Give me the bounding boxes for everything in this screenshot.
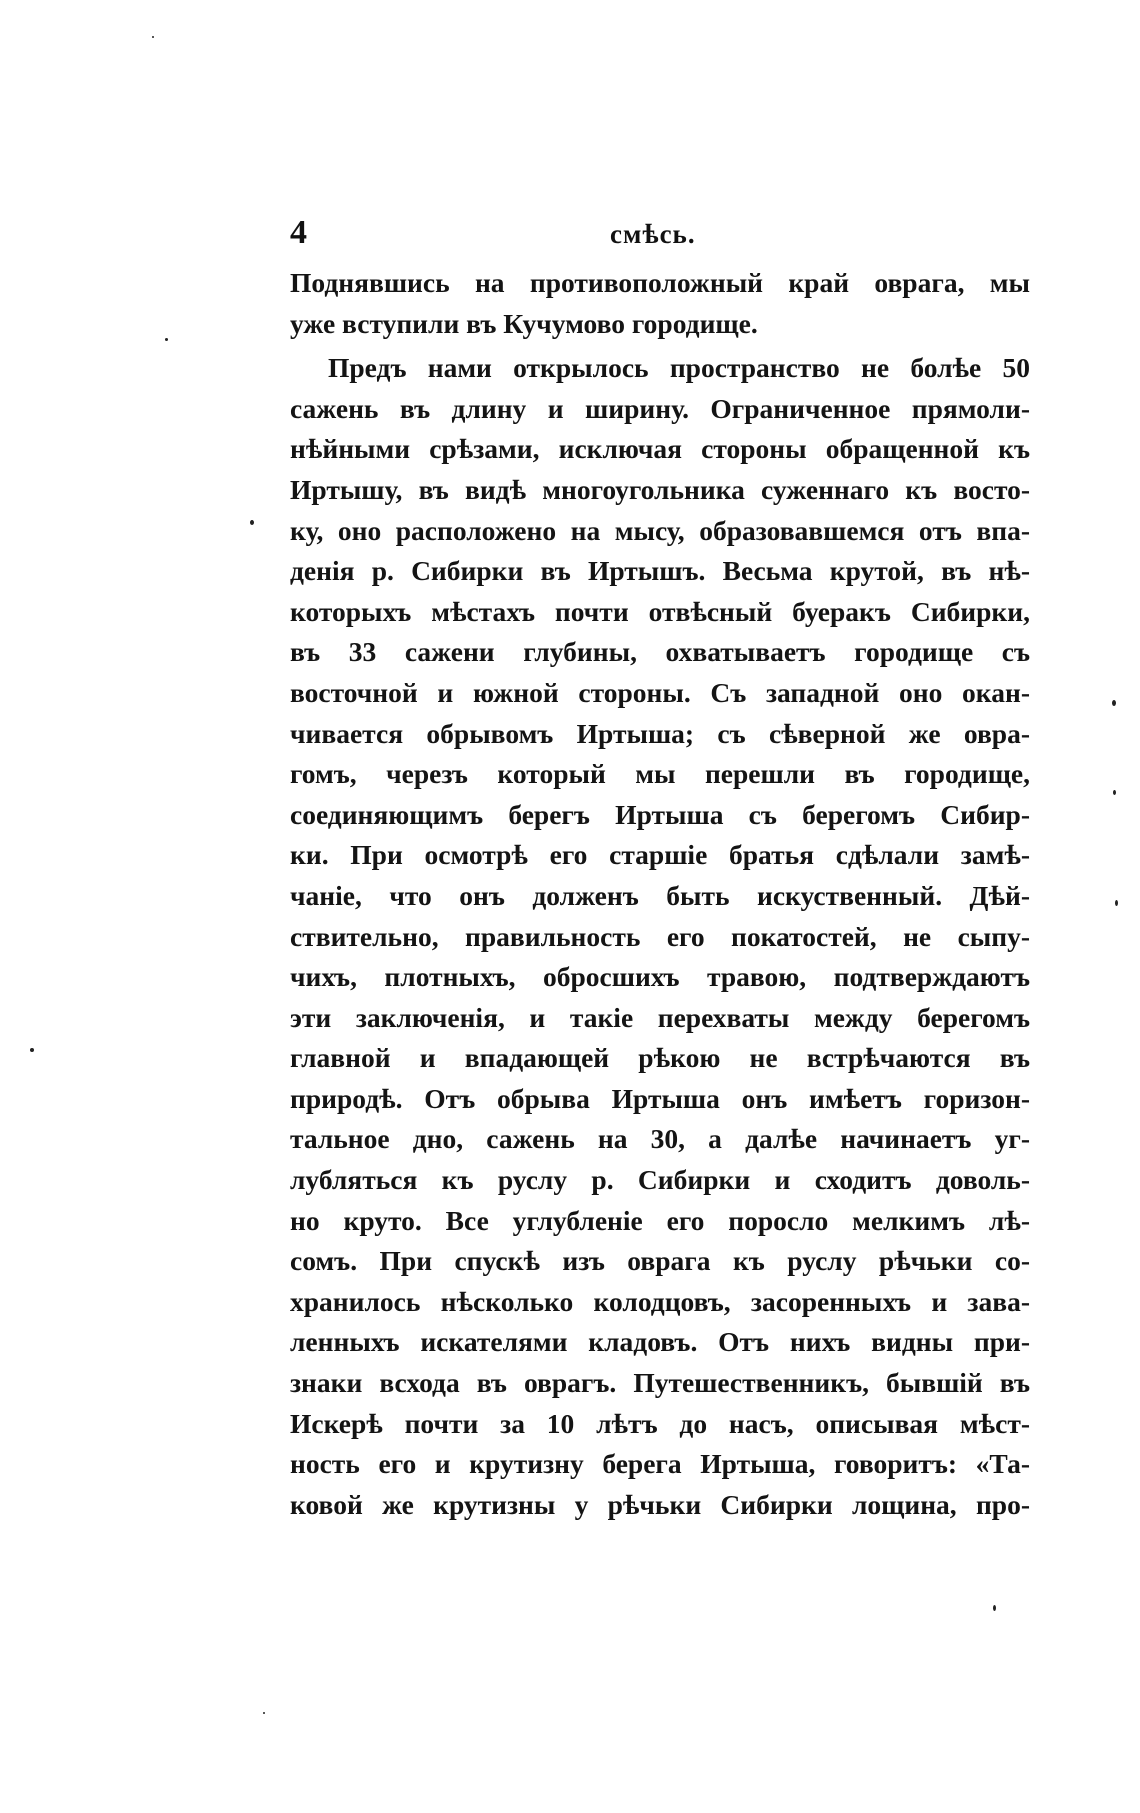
text-line: чивается обрывомъ Иртыша; съ сѣверной же овра- — [290, 717, 1030, 749]
scan-speck — [993, 1605, 996, 1611]
text-line: главной и впадающей рѣкою не встрѣчаются въ — [290, 1042, 1030, 1074]
text-line: чихъ, плотныхъ, обросшихъ травою, подтверждаютъ — [290, 961, 1030, 993]
text-line: гомъ, черезъ который мы перешли въ городище, — [290, 758, 1030, 790]
running-head: смѣсь. — [610, 219, 696, 249]
text-line: но круто. Все углубленіе его поросло мелкимъ лѣ- — [290, 1204, 1030, 1236]
scan-speck — [1112, 700, 1116, 706]
text-line: знаки всхода въ оврагъ. Путешественникъ, бывшій въ — [290, 1367, 1030, 1399]
scan-speck — [1113, 790, 1116, 795]
text-line: тальное дно, сажень на 30, а далѣе начинаетъ уг- — [290, 1123, 1030, 1155]
text-line: восточной и южной стороны. Съ западной оно окан- — [290, 676, 1030, 708]
scan-speck — [165, 338, 168, 341]
text-line: соединяющимъ берегъ Иртыша съ берегомъ Сибир- — [290, 798, 1030, 830]
text-line: Искерѣ почти за 10 лѣтъ до насъ, описывая мѣст- — [290, 1407, 1030, 1439]
scan-speck — [263, 1712, 265, 1714]
page-number: 4 — [290, 214, 307, 251]
text-line: природѣ. Отъ обрыва Иртыша онъ имѣетъ горизон- — [290, 1082, 1030, 1114]
scan-speck — [30, 1048, 34, 1052]
text-line: лубляться къ руслу р. Сибирки и сходитъ доволь- — [290, 1164, 1030, 1196]
text-line: Поднявшись на противоположный край оврага, мы — [290, 267, 1030, 298]
text-line: Иртышу, въ видѣ многоугольника суженнаго къ восто- — [290, 473, 1030, 505]
page-header — [290, 212, 1020, 254]
text-line: нѣйными срѣзами, исключая стороны обращенной къ — [290, 433, 1030, 465]
scan-speck — [250, 520, 254, 525]
body-text — [290, 263, 1030, 1525]
text-line: эти заключенія, и такіе перехваты между берегомъ — [290, 1001, 1030, 1033]
scan-speck — [152, 36, 154, 38]
text-line: ковой же крутизны у рѣчьки Сибирки лощина, про- — [290, 1488, 1030, 1520]
text-line: сомъ. При спускѣ изъ оврага къ руслу рѣчьки со- — [290, 1245, 1030, 1277]
text-line: денія р. Сибирки въ Иртышъ. Весьма крутой, въ нѣ- — [290, 555, 1030, 587]
scan-speck — [1115, 900, 1118, 906]
text-line: которыхъ мѣстахъ почти отвѣсный буеракъ Сибирки, — [290, 595, 1030, 627]
text-line: ки. При осмотрѣ его старшіе братья сдѣлали замѣ- — [290, 839, 1030, 871]
text-line: сажень въ длину и ширину. Ограниченное прямоли- — [290, 392, 1030, 424]
text-line: ку, оно расположено на мысу, образовавшемся отъ впа- — [290, 514, 1030, 546]
text-line: въ 33 сажени глубины, охватываетъ городище съ — [290, 636, 1030, 668]
text-line: ность его и крутизну берега Иртыша, говоритъ: «Та- — [290, 1448, 1030, 1480]
text-line: ствительно, правильность его покатостей, не сыпу- — [290, 920, 1030, 952]
text-line: хранилось нѣсколько колодцовъ, засоренныхъ и зава- — [290, 1285, 1030, 1317]
text-line: уже вступили въ Кучумово городище. — [290, 307, 758, 339]
text-line: Предъ нами открылось пространство не болѣе 50 — [328, 352, 1030, 384]
text-line: чаніе, что онъ долженъ быть искуственный. Дѣй- — [290, 879, 1030, 911]
text-line: ленныхъ искателями кладовъ. Отъ нихъ видны при- — [290, 1326, 1030, 1358]
